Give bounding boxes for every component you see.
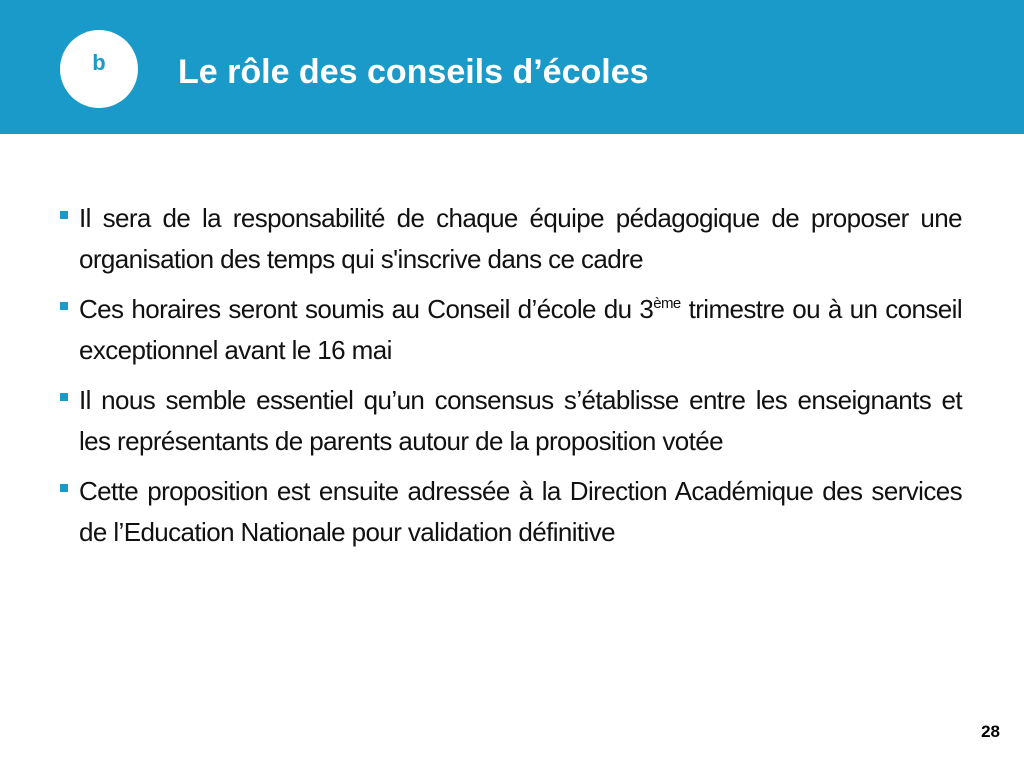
square-bullet-icon [60, 393, 68, 401]
bullet-text: Cette proposition est ensuite adressée à la Direction Académique des services de l’Education Nationale pour validation définitive [79, 476, 962, 547]
bullet-item [58, 380, 962, 462]
bullet-text: Ces horaires seront soumis au Conseil d’école du 3 [79, 294, 654, 324]
page-number: 28 [981, 722, 1000, 741]
bullet-item [58, 471, 962, 553]
bullet-text: Il nous semble essentiel qu’un consensus s’établisse entre les enseignants et les représentants de parents autour de la proposition votée [79, 385, 962, 456]
section-badge-letter: b [92, 50, 106, 75]
bullet-text-continued: trimestre ou à un conseil exceptionnel avant le 16 mai [79, 294, 962, 365]
bullet-superscript: ème [653, 295, 681, 312]
bullet-item [58, 198, 962, 280]
square-bullet-icon [60, 211, 68, 219]
square-bullet-icon [60, 484, 68, 492]
section-badge [60, 30, 138, 108]
header-bar [0, 0, 1024, 134]
bullet-list [58, 198, 962, 562]
bullet-text: Il sera de la responsabilité de chaque équipe pédagogique de proposer une organisation des temps qui s'inscrive dans ce cadre [79, 203, 962, 274]
square-bullet-icon [60, 302, 68, 310]
bullet-item [58, 289, 962, 371]
slide-title: Le rôle des conseils d’écoles [178, 53, 649, 91]
